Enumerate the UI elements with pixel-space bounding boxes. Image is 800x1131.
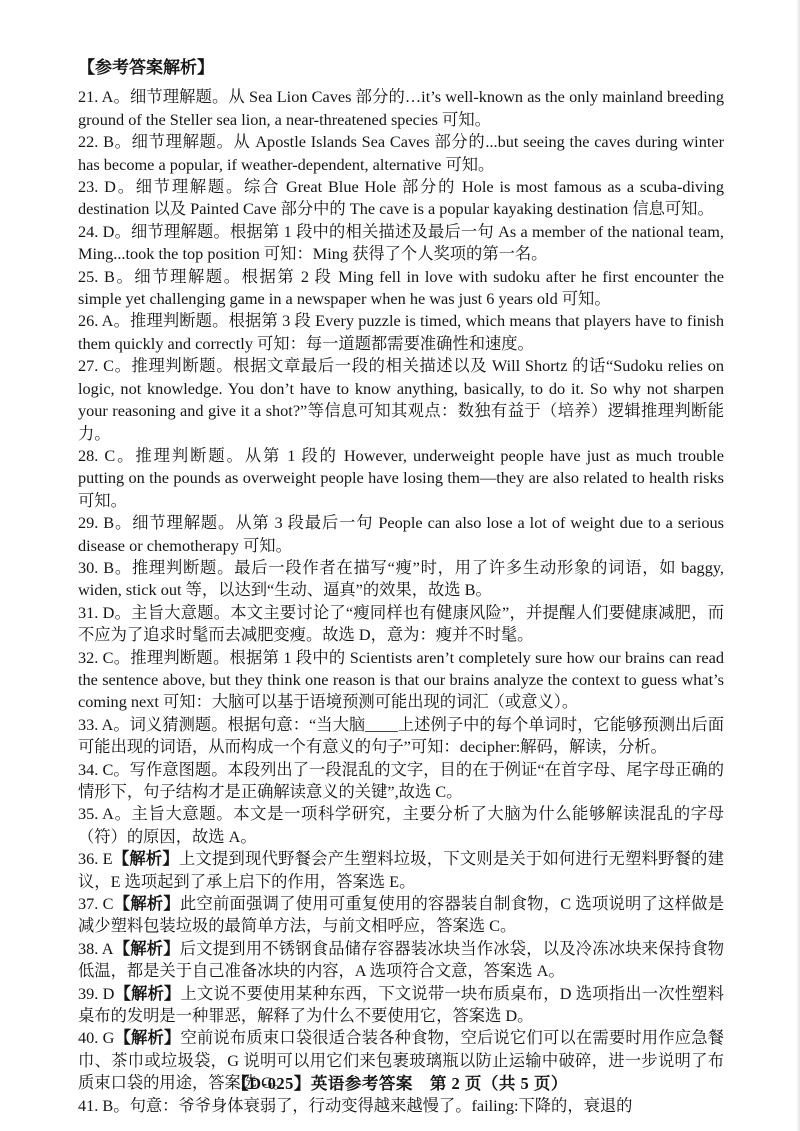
answer-item-31 (78, 602, 724, 647)
answer-text: 33. A。词义猜测题。根据句意：“当大脑____上述例子中的每个单词时，它能够预测出后面可能出现的词语，从而构成一个有意义的句子”可知：decipher:解码，解读，分析。 (78, 714, 724, 757)
answer-text: 22. B。细节理解题。从 Apostle Islands Sea Caves 部分的...but seeing the caves during winter has become a popular, if weather-dependent, alternative 可知。 (78, 132, 724, 174)
answer-text: 34. C。写作意图题。本段列出了一段混乱的文字，目的在于例证“在首字母、尾字母正确的情形下，句子结构才是正确解读意义的关键”,故选 C。 (78, 759, 724, 801)
answer-text: 29. B。细节理解题。从第 3 段最后一句 People can also lose a lot of weight due to a serious disease or chemotherapy 可知。 (78, 513, 724, 555)
analysis-tag: 【解析】 (114, 1028, 181, 1048)
answer-lead: 37. C (78, 894, 114, 914)
answer-item-35 (78, 803, 724, 848)
answer-item-36 (78, 848, 724, 893)
answer-text: 后文提到用不锈钢食品储存容器装冰块当作冰袋，以及冷冻冰块来保持食物低温，都是关于自己准备冰块的内容，A 选项符合文意，答案选 A。 (78, 938, 724, 981)
answer-item-41 (78, 1095, 724, 1117)
answer-item-23 (78, 176, 724, 221)
answer-text: 24. D。细节理解题。根据第 1 段中的相关描述及最后一句 As a member of the national team, Ming...took the top position 可知：Ming 获得了个人奖项的第一名。 (78, 221, 724, 264)
answer-text: 32. C。推理判断题。根据第 1 段中的 Scientists aren’t completely sure how our brains can read the sentence above, but they think one reason is that our brains analyze the context to guess what’s coming next 可知：大脑可以基于语境预测可能出现的词汇（或意义）。 (78, 647, 724, 712)
answer-item-39 (78, 983, 724, 1028)
answer-item-29 (78, 512, 724, 557)
scan-edge-shadow (796, 0, 800, 1131)
answer-key-title: 【参考答案解析】 (78, 58, 214, 77)
answer-item-34 (78, 759, 724, 804)
answer-text: 30. B。推理判断题。最后一段作者在描写“瘦”时，用了许多生动形象的词语，如 baggy, widen, stick out 等，以达到“生动、逼真”的效果，故选 B。 (78, 557, 724, 600)
answer-lead: 39. D (78, 983, 115, 1003)
analysis-tag: 【解析】 (113, 938, 180, 958)
answer-item-24 (78, 221, 724, 266)
answer-item-22 (78, 131, 724, 176)
answer-text: 28. C。推理判断题。从第 1 段的 However, underweight people have just as much trouble putting on the pounds as overweight people have losing them—they are also related to health risks 可知。 (78, 445, 724, 510)
answer-text: 25. B。细节理解题。根据第 2 段 Ming fell in love with sudoku after he first encounter the simple yet challenging game in a newspaper when he was just 6 years old 可知。 (78, 266, 724, 309)
answer-item-28 (78, 445, 724, 512)
page-footer: 【D-025】英语参考答案 第 2 页（共 5 页） (232, 1074, 568, 1093)
answer-text: 35. A。主旨大意题。本文是一项科学研究，主要分析了大脑为什么能够解读混乱的字母（符）的原因，故选 A。 (78, 804, 724, 846)
analysis-tag: 【解析】 (114, 983, 181, 1003)
answer-item-27 (78, 355, 724, 445)
answer-item-33 (78, 714, 724, 759)
answer-item-26 (78, 310, 724, 355)
answer-item-38 (78, 938, 724, 983)
analysis-tag: 【解析】 (112, 849, 179, 869)
answer-text: 21. A。细节理解题。从 Sea Lion Caves 部分的…it’s well-known as the only mainland breeding ground of the Steller sea lion, a near-threatened species 可知。 (78, 87, 724, 129)
answer-lead: 40. G (78, 1028, 115, 1048)
analysis-tag: 【解析】 (113, 894, 180, 914)
answer-key-body (78, 57, 724, 1117)
answer-text: 26. A。推理判断题。根据第 3 段 Every puzzle is timed, which means that players have to finish them quickly and correctly 可知：每一道题都需要准确性和速度。 (78, 311, 724, 353)
answer-text: 27. C。推理判断题。根据文章最后一段的相关描述以及 Will Shortz 的话“Sudoku relies on logic, not knowledge. You don’t have to know anything, basically, to do it. So why not sharpen your reasoning and give it a shot?”等信息可知其观点：数独有益于（培养）逻辑推理判断能力。 (78, 356, 724, 443)
answer-text: 41. B。句意：爷爷身体衰弱了，行动变得越来越慢了。failing:下降的，衰退的 (78, 1095, 633, 1115)
answer-text: 此空前面强调了使用可重复使用的容器装自制食物，C 选项说明了这样做是减少塑料包装垃圾的最简单方法，与前文相呼应，答案选 C。 (78, 894, 724, 936)
answer-text: 31. D。主旨大意题。本文主要讨论了“瘦同样也有健康风险”，并提醒人们要健康减肥，而不应为了追求时髦而去减肥变瘦。故选 D，意为：瘦并不时髦。 (78, 602, 724, 645)
answer-text: 上文说不要使用某种东西，下文说带一块布质桌布，D 选项指出一次性塑料桌布的发明是一种罪恶，解释了为什么不要使用它，答案选 D。 (78, 983, 724, 1026)
answer-lead: 38. A (78, 938, 114, 958)
answer-text: 上文提到现代野餐会产生塑料垃圾，下文则是关于如何进行无塑料野餐的建议，E 选项起到了承上启下的作用，答案选 E。 (78, 849, 724, 891)
answer-item-30 (78, 557, 724, 602)
answer-text: 23. D。细节理解题。综合 Great Blue Hole 部分的 Hole is most famous as a scuba-diving destination 以及 Painted Cave 部分中的 The cave is a popular kayaking destination 信息可知。 (78, 177, 724, 219)
answer-item-32 (78, 647, 724, 714)
answer-item-25 (78, 266, 724, 311)
answer-text: 空前说布质束口袋很适合装各种食物，空后说它们可以在需要时用作应急餐巾、茶巾或垃圾袋，G 说明可以用它们来包裹玻璃瓶以防止运输中破碎，进一步说明了布质束口袋的用途，答案选 G。 (78, 1028, 724, 1093)
answer-item-37 (78, 893, 724, 938)
answer-lead: 36. E (78, 849, 113, 869)
answer-item-21 (78, 86, 724, 131)
